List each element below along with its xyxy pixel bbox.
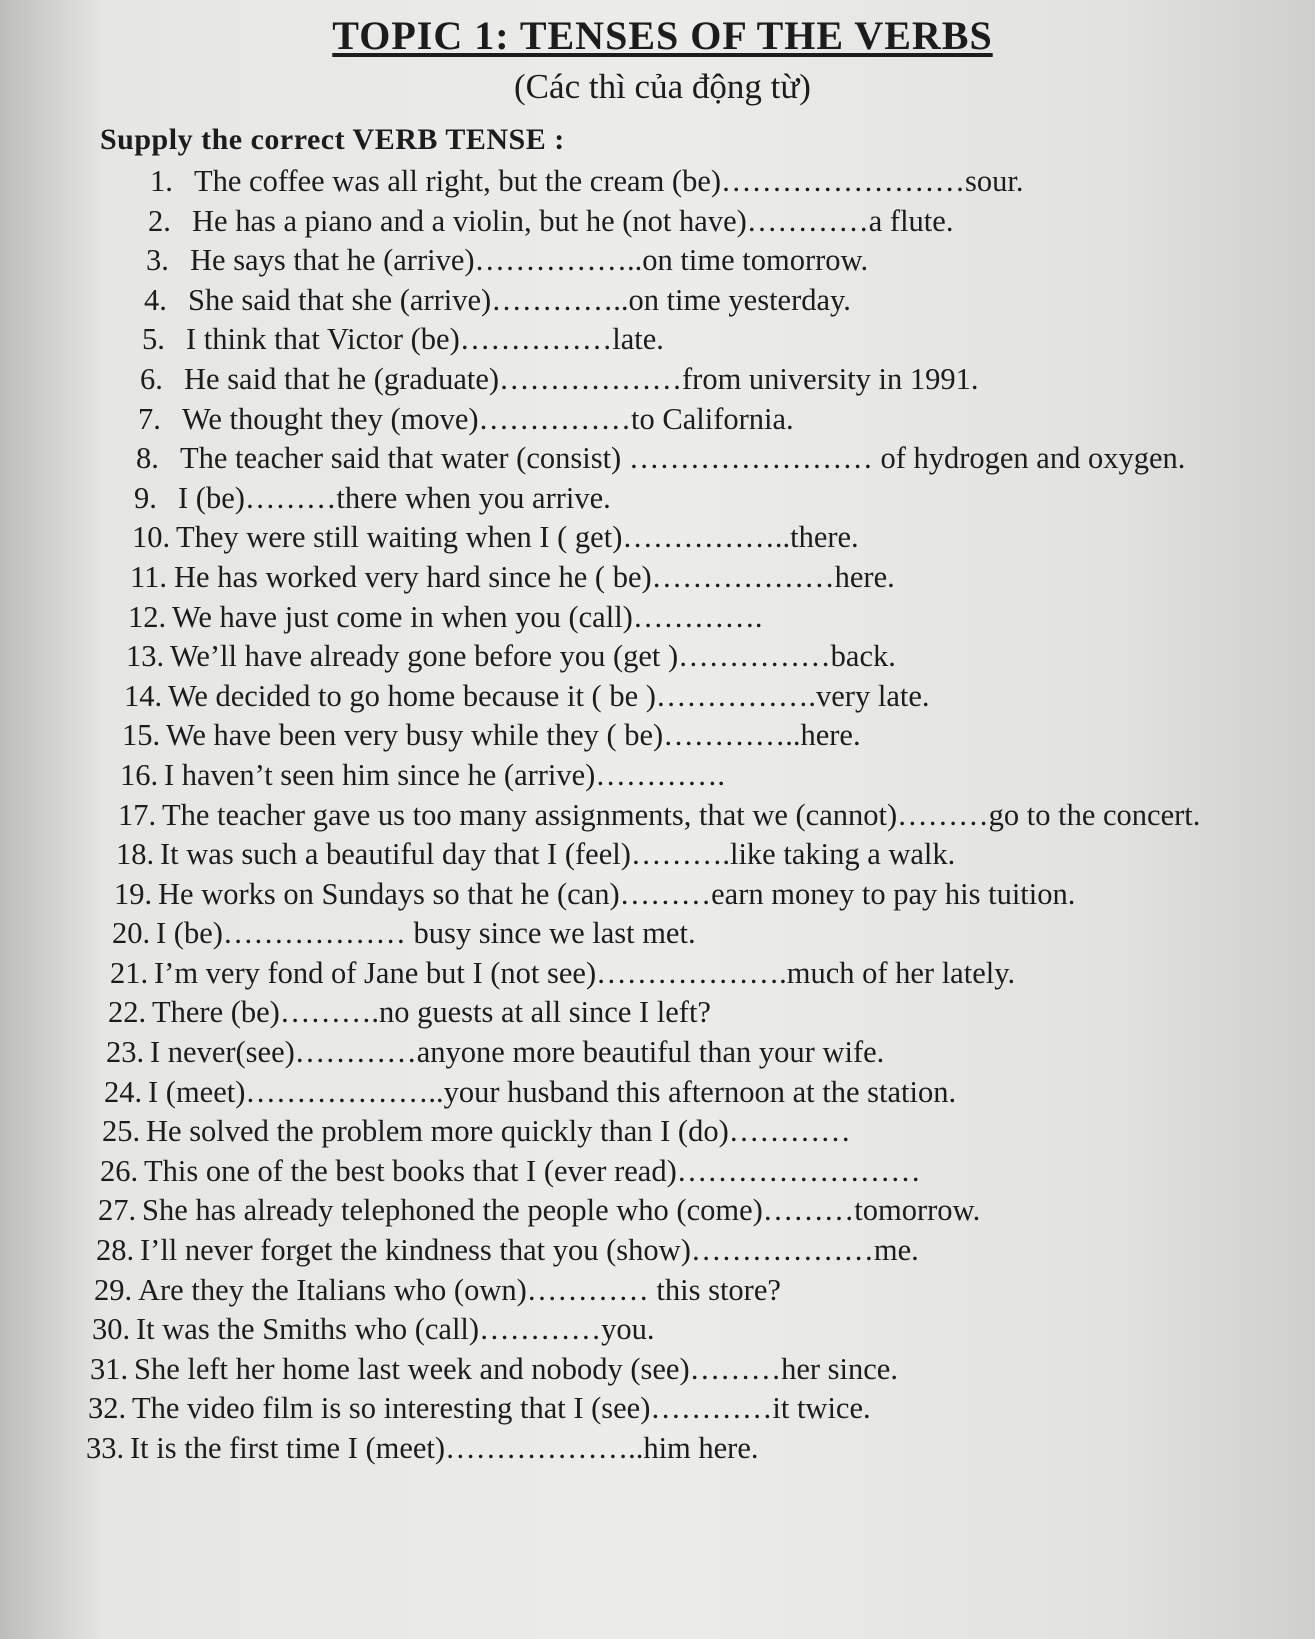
exercise-item: 28. I’ll never forget the kindness that you (show)………………me.: [96, 1233, 919, 1268]
exercise-item: 25. He solved the problem more quickly than I (do)…………: [102, 1114, 851, 1149]
exercise-item: 20. I (be)……………… busy since we last met.: [112, 916, 696, 951]
exercise-item: 7. We thought they (move)……………to California.: [138, 401, 794, 436]
exercise-item: 17. The teacher gave us too many assignments, that we (cannot)………go to the concert.: [118, 797, 1201, 832]
exercise-list: [40, 162, 1285, 1469]
exercise-item: 15. We have been very busy while they ( be)…………..here.: [122, 718, 861, 753]
exercise-item: 12. We have just come in when you (call)………….: [128, 599, 763, 634]
exercise-item: 21. I’m very fond of Jane but I (not see)……………….much of her lately.: [110, 955, 1016, 990]
exercise-item: 18. It was such a beautiful day that I (feel)……….like taking a walk.: [116, 837, 956, 872]
page-subtitle: (Các thì của động từ): [514, 67, 811, 106]
exercise-item: 11. He has worked very hard since he ( be)………………here.: [130, 559, 895, 594]
exercise-item: 32. The video film is so interesting that I (see)…………it twice.: [88, 1391, 871, 1426]
exercise-item: 23. I never(see)…………anyone more beautiful than your wife.: [106, 1035, 885, 1070]
exercise-item: 2. He has a piano and a violin, but he (not have)…………a flute.: [148, 203, 954, 238]
exercise-item: 14. We decided to go home because it ( be )…………….very late.: [124, 678, 930, 713]
page-title: TOPIC 1: TENSES OF THE VERBS: [332, 13, 993, 58]
exercise-item: 13. We’ll have already gone before you (get )……………back.: [126, 639, 896, 674]
exercise-item: 4. She said that she (arrive)…………..on time yesterday.: [144, 282, 851, 317]
exercise-item: 26. This one of the best books that I (ever read)……………………: [100, 1153, 921, 1188]
exercise-item: 1. The coffee was all right, but the cream (be)……………………sour.: [150, 164, 1024, 198]
exercise-item: 27. She has already telephoned the people who (come)………tomorrow.: [98, 1193, 981, 1228]
exercise-item: 24. I (meet)………………..your husband this afternoon at the station.: [104, 1074, 957, 1109]
exercise-item: 31. She left her home last week and nobody (see)………her since.: [90, 1351, 898, 1386]
exercise-item: 16. I haven’t seen him since he (arrive)………….: [120, 757, 725, 792]
exercise-item: 29. Are they the Italians who (own)………… this store?: [94, 1272, 781, 1307]
exercise-item: 3. He says that he (arrive)……………..on time tomorrow.: [146, 243, 869, 278]
exercise-item: 6. He said that he (graduate)………………from university in 1991.: [140, 361, 979, 396]
exercise-item: 22. There (be)……….no guests at all since I left?: [108, 995, 711, 1030]
exercise-item: 19. He works on Sundays so that he (can)………earn money to pay his tuition.: [114, 876, 1076, 911]
exercise-item: 8. The teacher said that water (consist) …………………… of hydrogen and oxygen.: [136, 441, 1186, 476]
exercise-item: 30. It was the Smiths who (call)…………you.: [92, 1312, 655, 1347]
exercise-item: 33. It is the first time I (meet)………………..him here.: [86, 1431, 759, 1465]
exercise-item: 5. I think that Victor (be)……………late.: [142, 322, 664, 357]
instruction-text: Supply the correct VERB TENSE :: [100, 123, 565, 156]
exercise-item: 10. They were still waiting when I ( get)……………..there.: [132, 520, 859, 555]
exercise-item: 9. I (be)………there when you arrive.: [134, 480, 611, 515]
